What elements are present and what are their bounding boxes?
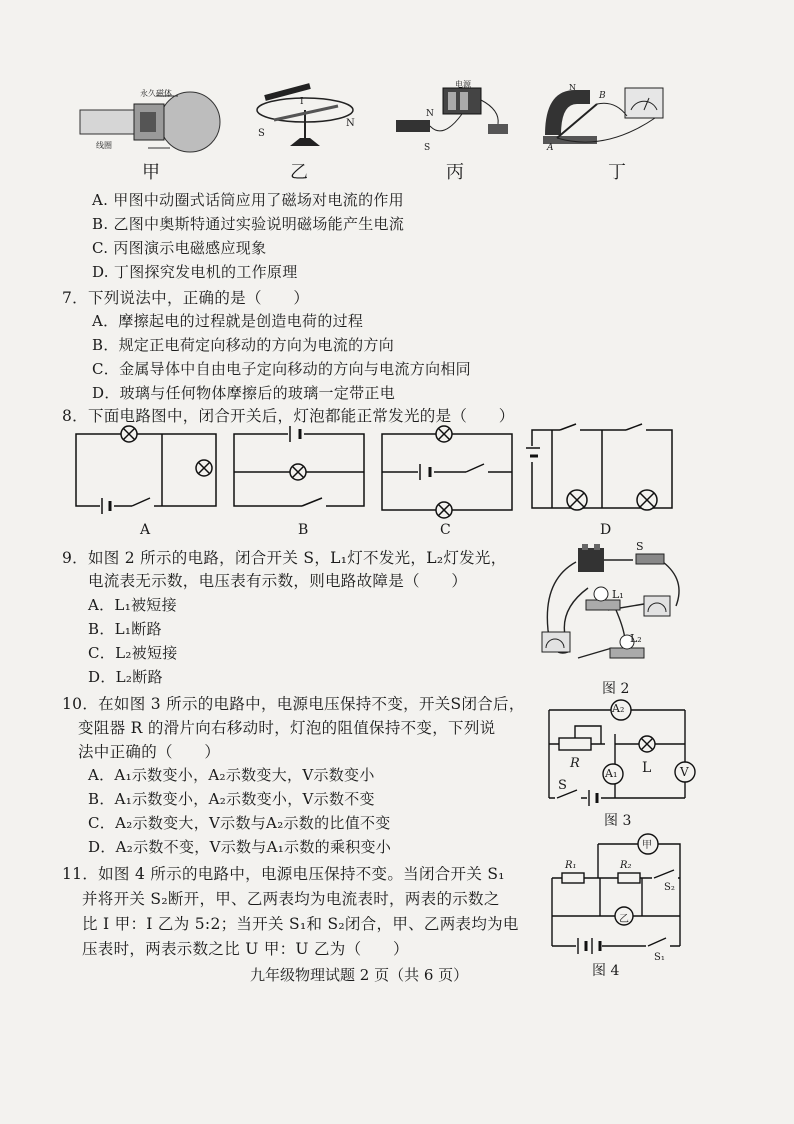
fig4-r1-label: R₁ [565, 860, 577, 871]
q9-option-d: D．L₂断路 [88, 668, 163, 686]
q10-option-d: D．A₂示数不变，V示数与A₁示数的乘积变小 [88, 838, 392, 856]
circuit-label-c: C [440, 522, 451, 538]
fig3-s-label: S [558, 778, 567, 793]
figure-label-bing: 丙 [446, 162, 464, 183]
figure-3-caption: 图 3 [604, 813, 632, 829]
fig2-switch-label: S [636, 540, 644, 553]
figure-label-yi: 乙 [290, 162, 308, 183]
q10-option-c: C．A₂示数变大，V示数与A₂示数的比值不变 [88, 814, 391, 832]
fig3-a1-label: A₁ [605, 767, 618, 780]
svg-text:N: N [346, 118, 355, 129]
figure-label-ding: 丁 [608, 162, 626, 183]
q6-option-d: D. 丁图探究发电机的工作原理 [92, 263, 298, 281]
fig4-s2-label: S₂ [664, 882, 675, 893]
fig2-lamp1-label: L₁ [612, 588, 624, 601]
page-footer: 九年级物理试题 2 页（共 6 页） [250, 966, 469, 984]
svg-text:A: A [547, 143, 554, 153]
fig-yi-oersted [250, 80, 360, 152]
svg-text:S: S [424, 143, 431, 153]
fig3-r-label: R [570, 756, 580, 771]
circuit-label-b: B [298, 522, 309, 538]
figure-4-circuit [548, 834, 693, 954]
fig2-lamp2-label: L₂ [630, 632, 642, 645]
q7-stem: 7．下列说法中，正确的是（ ） [62, 289, 310, 307]
jia-coil-text: 线圈 [96, 141, 112, 150]
jia-magnet-text: 永久磁体 [140, 89, 172, 98]
circuit-b [232, 426, 372, 512]
figure-2-circuit [538, 540, 688, 680]
figure-4-caption: 图 4 [592, 963, 620, 979]
q10-stem-line1: 10．在如图 3 所示的电路中，电源电压保持不变，开关S闭合后， [62, 695, 525, 713]
bing-power-text: 电源 [455, 80, 471, 89]
fig3-l-label: L [642, 760, 652, 776]
fig-ding-generator [535, 80, 670, 155]
q6-option-a: A. 甲图中动圈式话筒应用了磁场对电流的作用 [92, 191, 404, 209]
q9-stem-line1: 9．如图 2 所示的电路，闭合开关 S，L₁灯不发光，L₂灯发光， [62, 549, 507, 567]
fig4-r2-label: R₂ [620, 860, 632, 871]
q11-line3: 比 I 甲：I 乙为 5:2；当开关 S₁和 S₂闭合，甲、乙两表均为电 [82, 915, 519, 933]
q9-option-b: B．L₁断路 [88, 620, 162, 638]
q11-line4: 压表时，两表示数之比 U 甲：U 乙为（ ） [82, 940, 409, 958]
q10-stem-line2: 变阻器 R 的滑片向右移动时，灯泡的阻值保持不变，下列说 [78, 719, 496, 737]
figure-2-caption: 图 2 [602, 681, 630, 697]
fig-bing-induction [388, 80, 513, 155]
q9-option-c: C．L₂被短接 [88, 644, 178, 662]
svg-text:B: B [599, 91, 606, 101]
q11-line2: 并将开关 S₂断开，甲、乙两表均为电流表时，两表的示数之 [82, 890, 500, 908]
q9-stem-line2: 电流表无示数，电压表有示数，则电路故障是（ ） [88, 572, 468, 590]
circuit-label-d: D [600, 522, 612, 538]
fig4-meter-top-label: 甲 [642, 840, 652, 851]
q9-option-a: A．L₁被短接 [88, 596, 177, 614]
q7-option-a: A．摩擦起电的过程就是创造电荷的过程 [92, 312, 364, 330]
svg-text:S: S [258, 128, 265, 139]
q6-option-b: B. 乙图中奥斯特通过实验说明磁场能产生电流 [92, 215, 405, 233]
circuit-d [530, 424, 680, 516]
q10-option-a: A．A₁示数变小，A₂示数变大，V示数变小 [88, 766, 375, 784]
q11-line1: 11．如图 4 所示的电路中，电源电压保持不变。当闭合开关 S₁ [62, 865, 505, 883]
fig4-s1-label: S₁ [654, 952, 665, 963]
svg-text:I: I [300, 97, 304, 107]
circuit-a [74, 426, 224, 512]
q7-option-b: B．规定正电荷定向移动的方向为电流的方向 [92, 336, 395, 354]
circuit-c [380, 426, 520, 518]
q10-option-b: B．A₁示数变小，A₂示数变小，V示数不变 [88, 790, 375, 808]
fig4-meter-mid-label: 乙 [619, 914, 629, 925]
q7-option-c: C．金属导体中自由电子定向移动的方向与电流方向相同 [92, 360, 471, 378]
q10-stem-line3: 法中正确的（ ） [78, 743, 221, 761]
q7-option-d: D．玻璃与任何物体摩擦后的玻璃一定带正电 [92, 384, 396, 402]
figure-label-jia: 甲 [142, 162, 160, 183]
circuit-label-a: A [140, 522, 151, 538]
q8-stem: 8．下面电路图中，闭合开关后，灯泡都能正常发光的是（ ） [62, 407, 515, 425]
q6-option-c: C. 丙图演示电磁感应现象 [92, 239, 267, 257]
fig3-a2-label: A₂ [612, 702, 625, 715]
fig3-v-label: V [680, 765, 689, 779]
svg-text:N: N [569, 83, 576, 92]
svg-text:N: N [426, 109, 434, 119]
